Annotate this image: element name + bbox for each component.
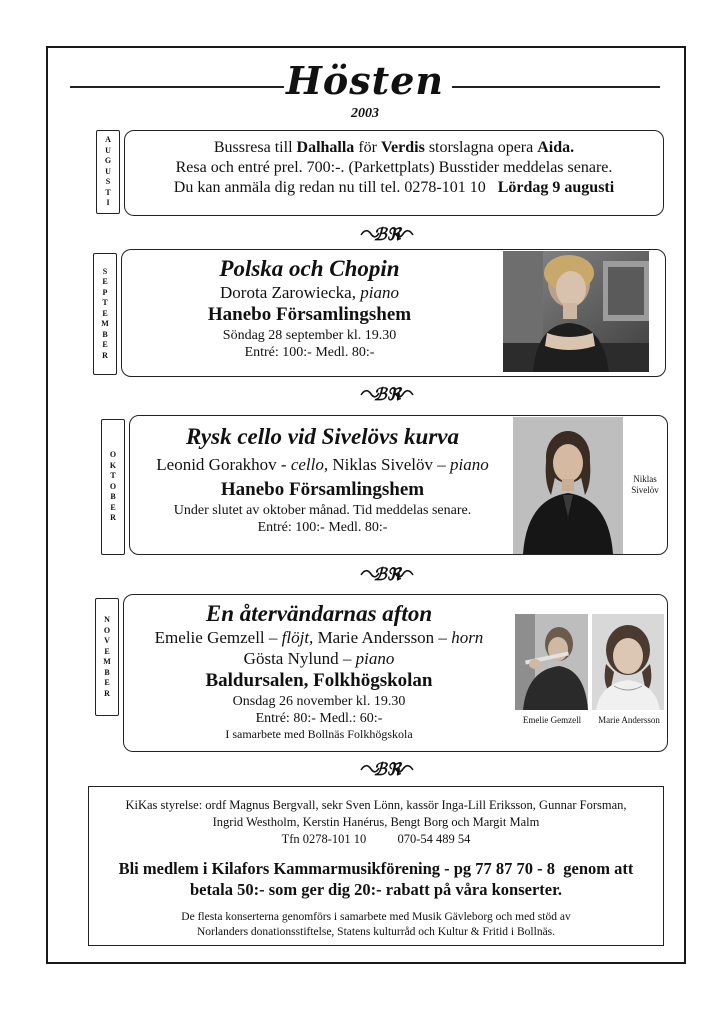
event-date: Lördag 9 augusti [497,179,615,196]
photo-caption: Marie Andersson [598,715,660,725]
ornament-icon [357,223,417,245]
month-letter: O [109,481,117,491]
month-letter: E [104,678,110,687]
month-letter: M [103,657,111,666]
event-august-line3 [125,178,663,198]
cellist-photo [513,417,623,554]
month-letter: R [102,350,108,360]
svg-text:ℬℜ: ℬℜ [373,385,401,405]
month-letter: O [109,450,117,460]
performer-name: Gösta Nylund – [243,649,352,668]
month-letter: T [110,471,116,481]
month-letter: I [106,198,110,208]
month-letter: P [102,287,108,297]
board-info [89,797,663,848]
month-letter: A [105,135,111,145]
event-title: En återvändarnas afton [205,601,433,626]
photo-caption: Niklas Sivelöv [631,474,659,495]
membership-line: betala 50:- som ger dig 20:- rabatt på våra konserter. [189,880,563,899]
ornament-icon [357,758,417,780]
performer-instrument: piano [449,455,489,474]
month-letter: E [102,308,108,318]
month-letter: S [102,266,108,276]
text-fragment: Bussresa till [213,139,297,156]
board-phone: Tfn 0278-101 10 070-54 489 54 [281,832,471,846]
performer-name: Niklas Sivelöv – [332,455,446,474]
event-performers [124,627,514,648]
performer-instrument: cello, [290,455,329,474]
flutist-photo [515,614,588,710]
month-letter: R [110,513,116,523]
sponsor-line: De flesta konserterna genomförs i samarbete med Musik Gävleborg och med stöd av [181,911,571,923]
month-letter: T [105,187,111,197]
month-letter: U [105,145,111,155]
event-price: Entré: 100:- Medl. 80:- [257,520,388,535]
event-price: Entré: 80:- Medl.: 60:- [255,711,383,726]
performer-instrument: piano [355,649,395,668]
month-letter: U [105,166,111,176]
text-fragment: storslagna opera [424,139,538,156]
month-tab-september [93,253,117,375]
ornament-icon [357,383,417,405]
performer-name: Emelie Gemzell – [154,628,278,647]
venue-name: Dalhalla [296,139,355,156]
month-letter: R [104,688,110,698]
composer-name: Verdis [380,139,425,156]
month-letter: E [102,277,108,287]
month-letter: E [102,340,108,350]
svg-text:ℬℜ: ℬℜ [373,225,401,245]
page-title: Hösten [286,58,444,103]
event-title: Rysk cello vid Sivelövs kurva [186,424,459,449]
month-letter: M [101,319,109,329]
month-tab-august [96,130,120,214]
board-line: KiKas styrelse: ordf Magnus Bergvall, sekr Sven Lönn, kassör Inga-Lill Eriksson, Gunnar Forsman, [125,798,627,812]
month-tab-november [95,598,119,716]
svg-text:ℬℜ: ℬℜ [373,760,401,780]
photo-caption: Emelie Gemzell [522,715,582,725]
board-line: Ingrid Westholm, Kerstin Hanérus, Bengt Borg och Margit Malm [212,815,540,829]
event-date: Onsdag 26 november kl. 19.30 [232,694,406,709]
footer-box [88,786,664,946]
text-fragment: Du kan anmäla dig redan nu till tel. 0278-101 10 [173,179,486,196]
performer-name: Leonid Gorakhov - [156,455,287,474]
event-title: Polska och Chopin [219,256,400,281]
membership-info [89,858,663,900]
event-august-line2: Resa och entré prel. 700:-. (Parkettplats) Busstider meddelas senare. [175,159,613,176]
performer-instrument: flöjt, [281,628,314,647]
month-letter: K [109,460,117,470]
page-header [60,56,670,126]
event-cooperation: I samarbete med Bollnäs Folkhögskola [225,727,413,741]
month-letter: B [110,492,116,502]
performer-instrument: piano [360,283,399,302]
page-year: 2003 [351,106,379,121]
event-performers [124,648,514,669]
month-letter: G [104,156,112,166]
event-price: Entré: 100:- Medl. 80:- [244,345,375,360]
month-tab-october [101,419,125,555]
membership-line: Bli medlem i Kilafors Kammarmusikförening - pg 77 87 70 - 8 genom att [118,859,634,878]
month-letter: E [110,502,116,512]
opera-name: Aida. [537,139,575,156]
month-letter: O [103,625,111,635]
svg-text:ℬℜ: ℬℜ [373,565,401,585]
event-date: Söndag 28 september kl. 19.30 [222,328,397,343]
month-letter: V [104,636,110,645]
event-box-august [124,130,664,216]
text-fragment: för [354,139,381,156]
sponsor-line: Norlanders donationsstiftelse, Statens kulturråd och Kultur & Fritid i Bollnäs. [196,926,556,938]
month-letter: B [104,667,110,677]
month-letter: B [102,329,108,339]
month-letter: T [102,298,108,308]
performer-name: Dorota Zarowiecka, [220,283,356,302]
month-letter: N [104,615,110,624]
event-venue: Baldursalen, Folkhögskolan [205,670,433,691]
ornament-icon [357,563,417,585]
sponsor-note [89,910,663,940]
month-letter: E [104,646,110,656]
event-venue: Hanebo Församlingshem [207,304,412,325]
header-rule-right [452,86,660,88]
event-venue: Hanebo Församlingshem [220,479,425,500]
event-performers [130,452,515,478]
event-performer [122,282,497,303]
performer-name: Marie Andersson – [317,628,447,647]
pianist-photo [503,251,649,372]
month-letter: S [105,177,111,187]
horn-player-photo [592,614,664,710]
event-note: Under slutet av oktober månad. Tid meddelas senare. [173,503,472,518]
performer-instrument: horn [451,628,484,647]
event-august-line1 [125,138,663,158]
